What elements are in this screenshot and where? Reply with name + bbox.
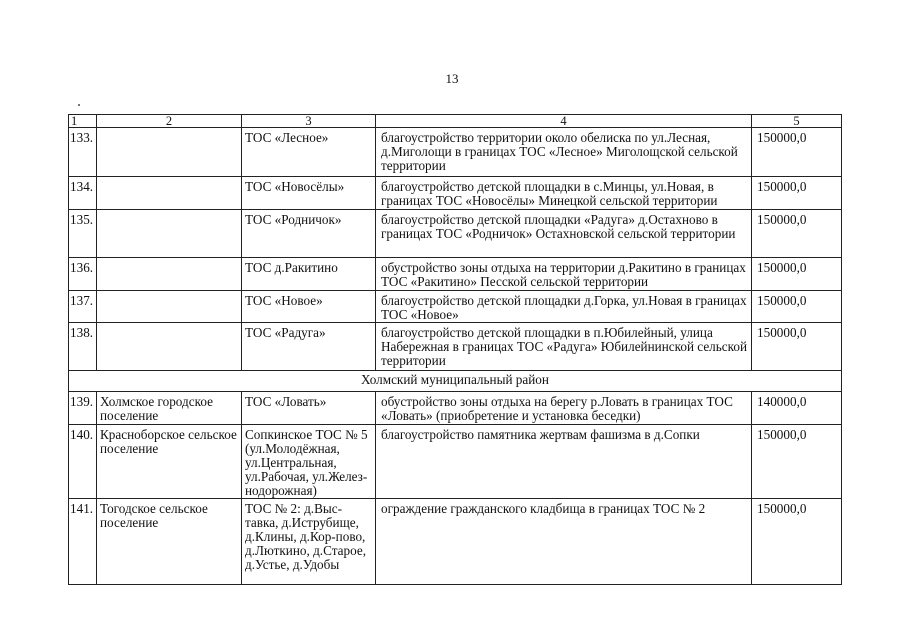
amount-cell: 150000,0 [752, 258, 842, 291]
amount-cell: 150000,0 [752, 291, 842, 323]
column-number-5: 5 [752, 115, 842, 128]
column-number-1: 1 [69, 115, 97, 128]
tos-cell: ТОС «Лесное» [242, 128, 376, 177]
settlement-cell: Тогодское сельское поселение [97, 499, 242, 585]
description-cell: благоустройство детской площадки «Радуга» д.Остахново в границах ТОС «Родничок» Остахновской сельской территории [376, 210, 752, 258]
table-row [69, 425, 842, 499]
amount-cell: 150000,0 [752, 210, 842, 258]
tos-cell: ТОС «Родничок» [242, 210, 376, 258]
table-row [69, 210, 842, 258]
table-row [69, 499, 842, 585]
row-number: 134. [69, 177, 97, 210]
row-number: 139. [69, 392, 97, 425]
tos-cell: ТОС «Новое» [242, 291, 376, 323]
table-row [69, 128, 842, 177]
settlement-cell [97, 258, 242, 291]
settlement-cell: Красноборское сельское поселение [97, 425, 242, 499]
amount-cell: 140000,0 [752, 392, 842, 425]
amount-cell: 150000,0 [752, 323, 842, 371]
settlement-cell: Холмское городское поселение [97, 392, 242, 425]
table-row [69, 258, 842, 291]
settlement-cell [97, 177, 242, 210]
description-cell: обустройство зоны отдыха на территории д.Ракитино в границах ТОС «Ракитино» Песской сельской территории [376, 258, 752, 291]
settlement-cell [97, 128, 242, 177]
row-number: 138. [69, 323, 97, 371]
region-row [69, 371, 842, 392]
column-number-3: 3 [242, 115, 376, 128]
table-row [69, 177, 842, 210]
row-number: 140. [69, 425, 97, 499]
page-number: 13 [445, 71, 459, 86]
row-number: 137. [69, 291, 97, 323]
table-row [69, 392, 842, 425]
amount-cell: 150000,0 [752, 499, 842, 585]
tos-cell: ТОС «Ловать» [242, 392, 376, 425]
table-header-row [69, 115, 842, 128]
column-number-2: 2 [97, 115, 242, 128]
row-number: 133. [69, 128, 97, 177]
description-cell: благоустройство памятника жертвам фашизма в д.Сопки [376, 425, 752, 499]
settlement-cell [97, 210, 242, 258]
description-cell: благоустройство детской площадки в с.Минцы, ул.Новая, в границах ТОС «Новосёлы» Минецкой сельской территории [376, 177, 752, 210]
description-cell: обустройство зоны отдыха на берегу р.Ловать в границах ТОС «Ловать» (приобретение и установка беседки) [376, 392, 752, 425]
amount-cell: 150000,0 [752, 177, 842, 210]
description-cell: ограждение гражданского кладбища в границах ТОС № 2 [376, 499, 752, 585]
tos-cell: Сопкинское ТОС № 5 (ул.Молодёжная, ул.Центральная, ул.Рабочая, ул.Желез-нодорожная) [242, 425, 376, 499]
tos-cell: ТОС д.Ракитино [242, 258, 376, 291]
tos-cell: ТОС «Новосёлы» [242, 177, 376, 210]
description-cell: благоустройство детской площадки в п.Юбилейный, улица Набережная в границах ТОС «Радуга» Юбилейнинской сельской территории [376, 323, 752, 371]
tos-cell: ТОС «Радуга» [242, 323, 376, 371]
region-heading: Холмский муниципальный район [69, 371, 842, 392]
settlement-cell [97, 323, 242, 371]
settlement-cell [97, 291, 242, 323]
row-number: 136. [69, 258, 97, 291]
row-number: 135. [69, 210, 97, 258]
description-cell: благоустройство детской площадки д.Горка, ул.Новая в границах ТОС «Новое» [376, 291, 752, 323]
table-row [69, 291, 842, 323]
scan-mark [78, 104, 80, 106]
row-number: 141. [69, 499, 97, 585]
amount-cell: 150000,0 [752, 425, 842, 499]
projects-table [68, 114, 842, 585]
amount-cell: 150000,0 [752, 128, 842, 177]
description-cell: благоустройство территории около обелиска по ул.Лесная, д.Миголощи в границах ТОС «Лесное» Миголощской сельской территории [376, 128, 752, 177]
table-row [69, 323, 842, 371]
column-number-4: 4 [376, 115, 752, 128]
tos-cell: ТОС № 2: д.Выс-тавка, д.Иструбище, д.Клины, д.Кор-пово, д.Люткино, д.Старое, д.Устье, д.Удобы [242, 499, 376, 585]
